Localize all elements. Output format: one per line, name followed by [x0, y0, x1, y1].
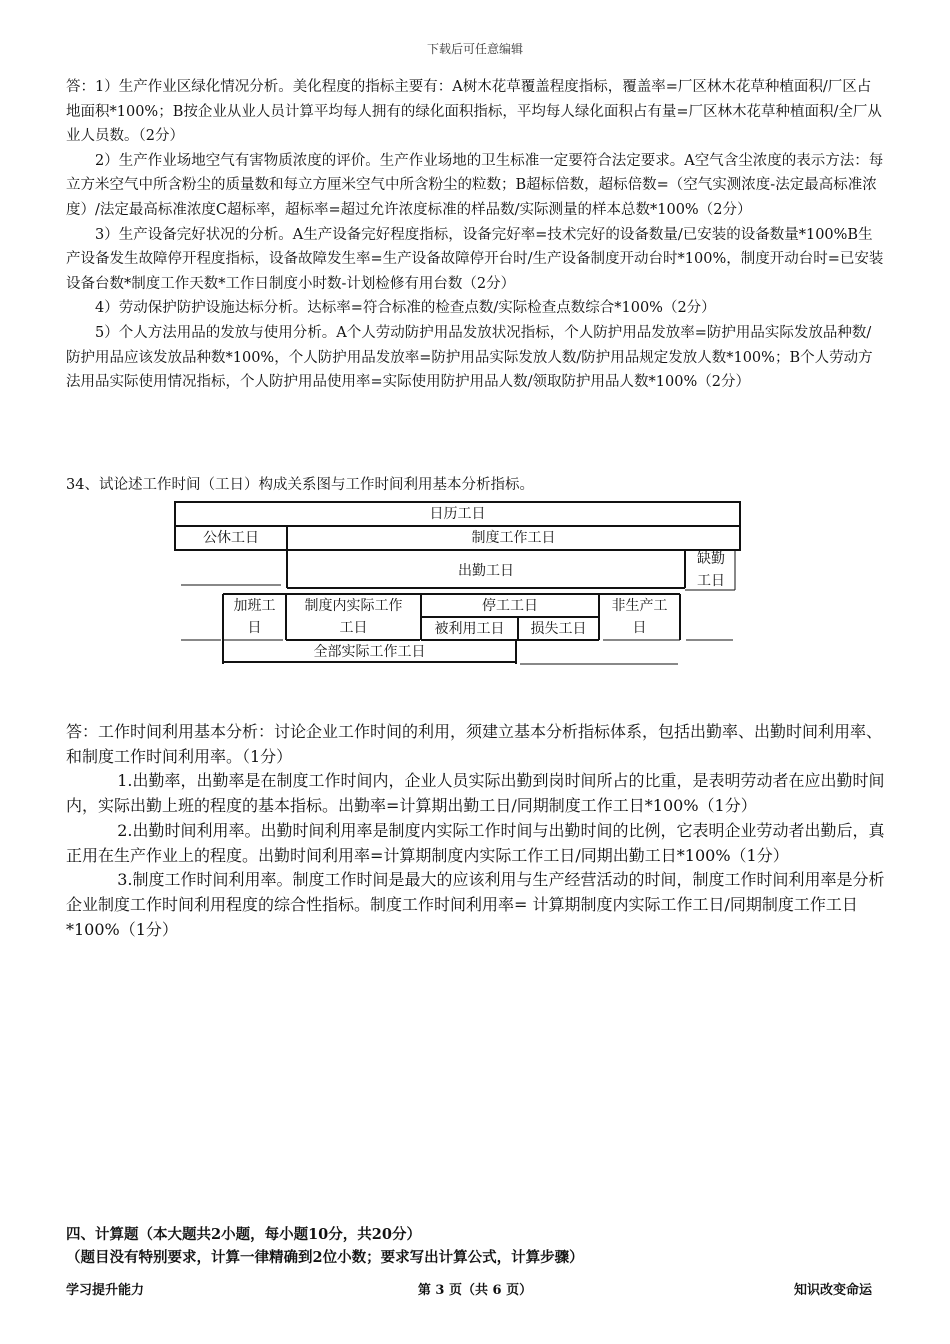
absent-days-label-2: 工日 — [697, 573, 725, 589]
overtime-days-label-2: 日 — [247, 620, 262, 636]
answer-33-p4: 4）劳动保护防护设施达标分析。达标率=符合标准的检查点数/实际检查点数综合*100%（2分） — [95, 300, 716, 317]
calculation-note: （题目没有特别要求，计算一律精确到2位小数；要求写出计算公式，计算步骤） — [66, 1249, 584, 1266]
lost-days-label: 损失工日 — [530, 621, 587, 637]
answer-33-p1: 答：1）生产作业区绿化情况分析。美化程度的指标主要有：A树木花草覆盖程度指标，覆盖率=厂区林木花草种植面积/厂区占地面积*100%；B按企业从业人员计算平均每人拥有的绿化面积指标，平均每人绿化面积占有量=厂区林木花草种植面积/全厂从业人员数。（2分） — [66, 79, 882, 145]
answer-33-p5: 5）个人方法用品的发放与使用分析。A个人劳动防护用品发放状况指标，个人防护用品发放率=防护用品实际发放品种数/防护用品应该发放品种数*100%，个人防护用品发放率=防护用品实际发放人数/防护用品规定发放人数*100%；B个人劳动方法用品实际使用情况指标，个人防护用品使用率=实际使用防护用品人数/领取防护用品人数*100%（2分） — [66, 324, 873, 391]
used-days-label: 被利用工日 — [434, 621, 505, 637]
answer-33 — [66, 75, 884, 395]
attendance-days-label: 出勤工日 — [458, 563, 514, 579]
overtime-days-label-1: 加班工 — [233, 598, 276, 614]
public-holidays-label: 公休工日 — [203, 530, 259, 546]
actual-in-system-label-1: 制度内实际工作 — [304, 598, 403, 614]
footer-right: 知识改变命运 — [793, 1283, 872, 1298]
non-production-label-1: 非生产工 — [611, 598, 668, 614]
answer-34-p3: 2.出勤时间利用率。出勤时间利用率是制度内实际工作时间与出勤时间的比例，它表明企业劳动者出勤后，真正用在生产作业上的程度。出勤时间利用率=计算期制度内实际工作工日/同期出勤工日*100%（1分） — [66, 820, 885, 865]
answer-33-p2: 2）生产作业场地空气有害物质浓度的评价。生产作业场地的卫生标准一定要符合法定要求。A空气含尘浓度的表示方法：每立方米空气中所含粉尘的质量数和每立方厘米空气中所含粉尘的粒数；B超标倍数，超标倍数=（空气实测浓度-法定最高标准浓度）/法定最高标准浓度C超标率，超标率=超过允许浓度标准的样品数/实际测量的样本总数*100%（2分） — [66, 152, 884, 218]
calendar-days-label: 日历工日 — [429, 506, 486, 522]
page-header: 下载后可任意编辑 — [426, 42, 523, 56]
answer-34-p1: 答：工作时间利用基本分析：讨论企业工作时间的利用，须建立基本分析指标体系，包括出勤率、出勤时间利用率、和制度工作时间利用率。（1分） — [66, 722, 883, 766]
question-34: 34、试论述工作时间（工日）构成关系图与工作时间利用基本分析指标。 — [66, 477, 534, 493]
calculation-title: 四、计算题（本大题共2小题，每小题10分，共20分） — [66, 1226, 421, 1243]
calculation-section — [66, 1223, 584, 1269]
all-actual-days-label: 全部实际工作工日 — [313, 644, 426, 660]
actual-in-system-label-2: 工日 — [339, 620, 368, 636]
system-work-days-label: 制度工作工日 — [471, 530, 556, 546]
answer-34-p2: 1.出勤率，出勤率是在制度工作时间内，企业人员实际出勤到岗时间所占的比重，是表明劳动者在应出勤时间内，实际出勤上班的程度的基本指标。出勤率=计算期出勤工日/同期制度工作工日*100%（1分） — [66, 771, 885, 816]
answer-33-p3: 3）生产设备完好状况的分析。A生产设备完好程度指标，设备完好率=技术完好的设备数量/已安装的设备数量*100%B生产设备发生故障停开程度指标，设备故障发生率=生产设备故障停开台时/生产设备制度开动台时*100%，制度开动台时=已安装设备台数*制度工作天数*工作日制度小时数-计划检修有用台数（2分） — [66, 226, 884, 292]
answer-34-p4: 3.制度工作时间利用率。制度工作时间是最大的应该利用与生产经营活动的时间，制度工作时间利用率是分析企业制度工作时间利用程度的综合性指标。制度工作时间利用率= 计算期制度内实际工作工日/同期制度工作工日*100%（1分） — [66, 870, 885, 939]
stoppage-days-label: 停工工日 — [482, 598, 538, 614]
non-production-label-2: 日 — [632, 620, 647, 636]
answer-34 — [66, 720, 886, 942]
footer-page-number: 第 3 页（共 6 页） — [417, 1283, 533, 1298]
absent-days-label-1: 缺勤 — [697, 551, 725, 567]
footer-left: 学习提升能力 — [66, 1283, 145, 1298]
